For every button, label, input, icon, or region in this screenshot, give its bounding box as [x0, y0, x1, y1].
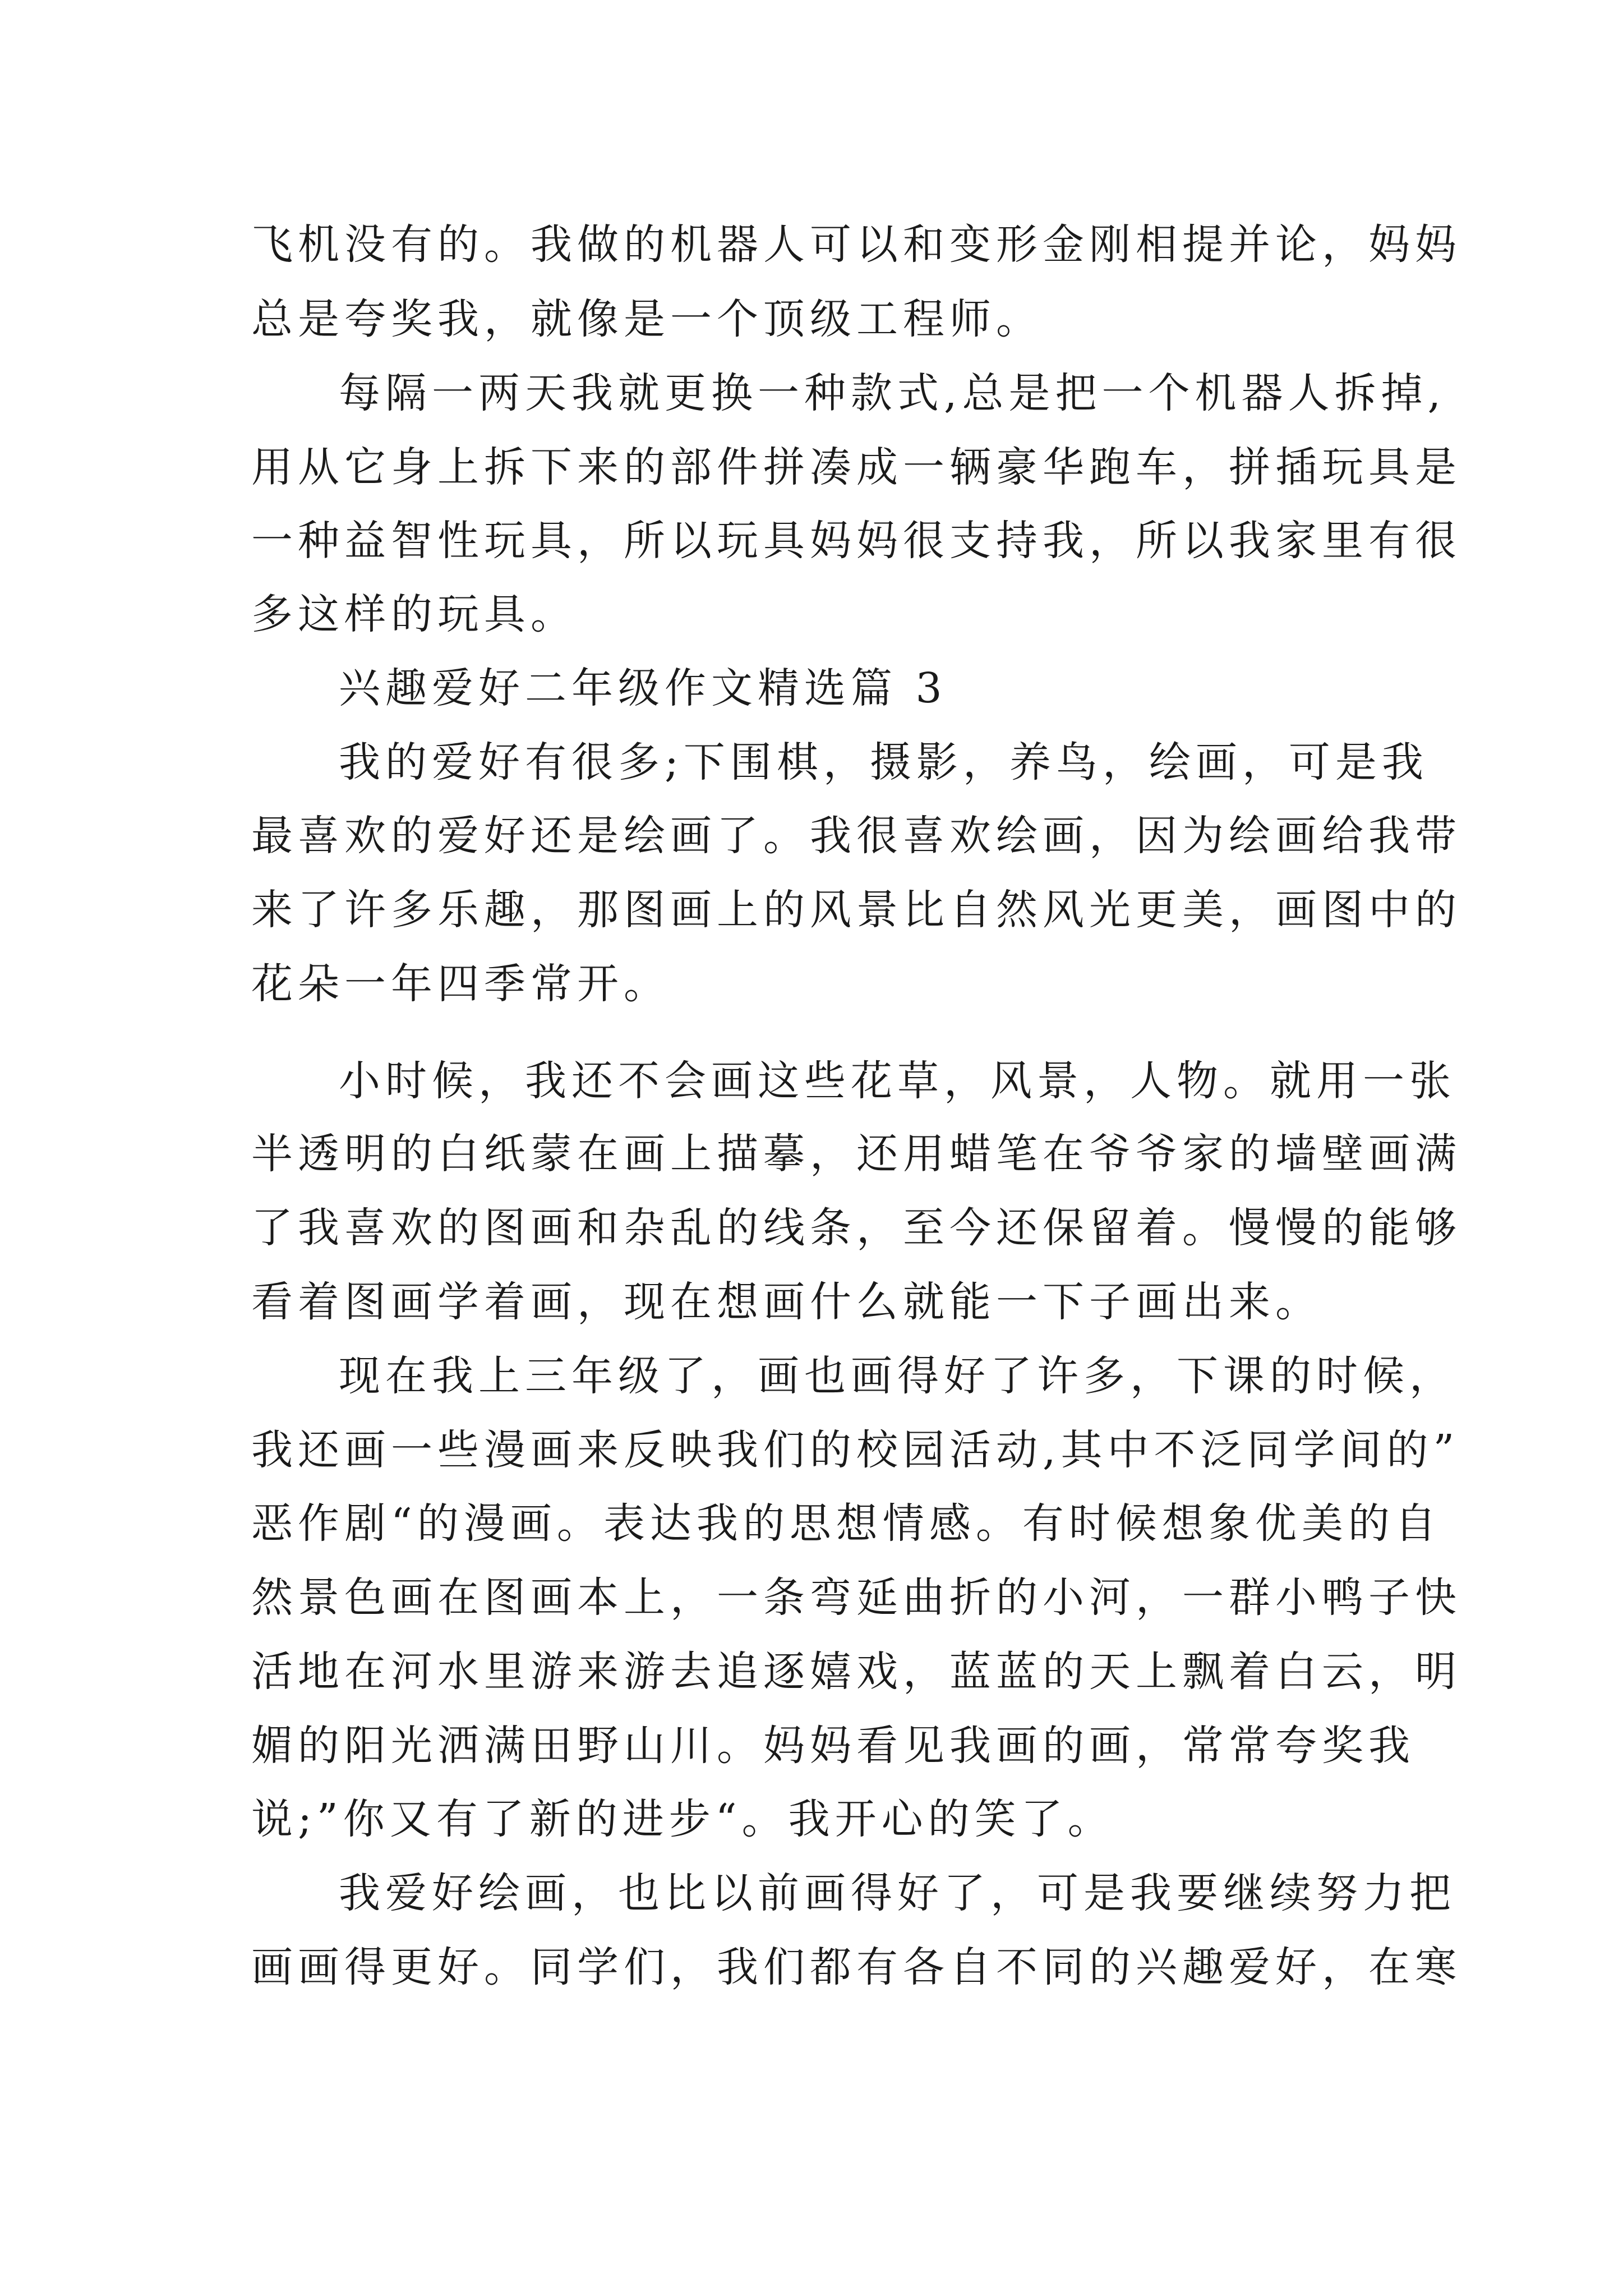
text-line: 最喜欢的爱好还是绘画了。我很喜欢绘画，因为绘画给我带 [251, 812, 1461, 860]
paragraph-start-line: 小时候，我还不会画这些花草，风景，人物。就用一张 [339, 1057, 1456, 1105]
text-line: 看着图画学着画，现在想画什么就能一下子画出来。 [251, 1278, 1322, 1326]
paragraph-start-line: 我爱好绘画，也比以前画得好了，可是我要继续努力把 [339, 1869, 1456, 1917]
text-line: 一种益智性玩具，所以玩具妈妈很支持我，所以我家里有很 [251, 517, 1461, 565]
text-line: 花朵一年四季常开。 [251, 960, 670, 1008]
text-line: 来了许多乐趣，那图画上的风景比自然风光更美，画图中的 [251, 886, 1461, 934]
text-line: 半透明的白纸蒙在画上描摹，还用蜡笔在爷爷家的墙壁画满 [251, 1130, 1461, 1178]
paragraph-start-line: 现在我上三年级了，画也画得好了许多，下课的时候， [339, 1352, 1456, 1400]
text-line: 飞机没有的。我做的机器人可以和变形金刚相提并论，妈妈 [251, 220, 1461, 269]
text-line: 用从它身上拆下来的部件拼凑成一辆豪华跑车，拼插玩具是 [251, 443, 1461, 491]
text-line: 媚的阳光洒满田野山川。妈妈看见我画的画，常常夸奖我 [251, 1722, 1415, 1770]
text-line: 总是夸奖我，就像是一个顶级工程师。 [251, 295, 1043, 343]
text-line: 活地在河水里游来游去追逐嬉戏，蓝蓝的天上飘着白云，明 [251, 1648, 1461, 1696]
text-line: 说;”你又有了新的进步“。我开心的笑了。 [251, 1795, 1114, 1843]
section-heading: 兴趣爱好二年级作文精选篇 3 [339, 664, 947, 712]
text-line: 恶作剧“的漫画。表达我的思想情感。有时候想象优美的自 [251, 1499, 1441, 1548]
text-line: 了我喜欢的图画和杂乱的线条，至今还保留着。慢慢的能够 [251, 1204, 1461, 1252]
paragraph-start-line: 每隔一两天我就更换一种款式,总是把一个机器人拆掉, [339, 369, 1446, 417]
text-line: 我还画一些漫画来反映我们的校园活动,其中不泛同学间的” [251, 1426, 1460, 1474]
text-line: 多这样的玩具。 [251, 590, 577, 638]
text-line: 然景色画在图画本上，一条弯延曲折的小河，一群小鸭子快 [251, 1573, 1461, 1622]
paragraph-start-line: 我的爱好有很多;下围棋，摄影，养鸟，绘画，可是我 [339, 738, 1428, 786]
text-line: 画画得更好。同学们，我们都有各自不同的兴趣爱好，在寒 [251, 1943, 1461, 1991]
